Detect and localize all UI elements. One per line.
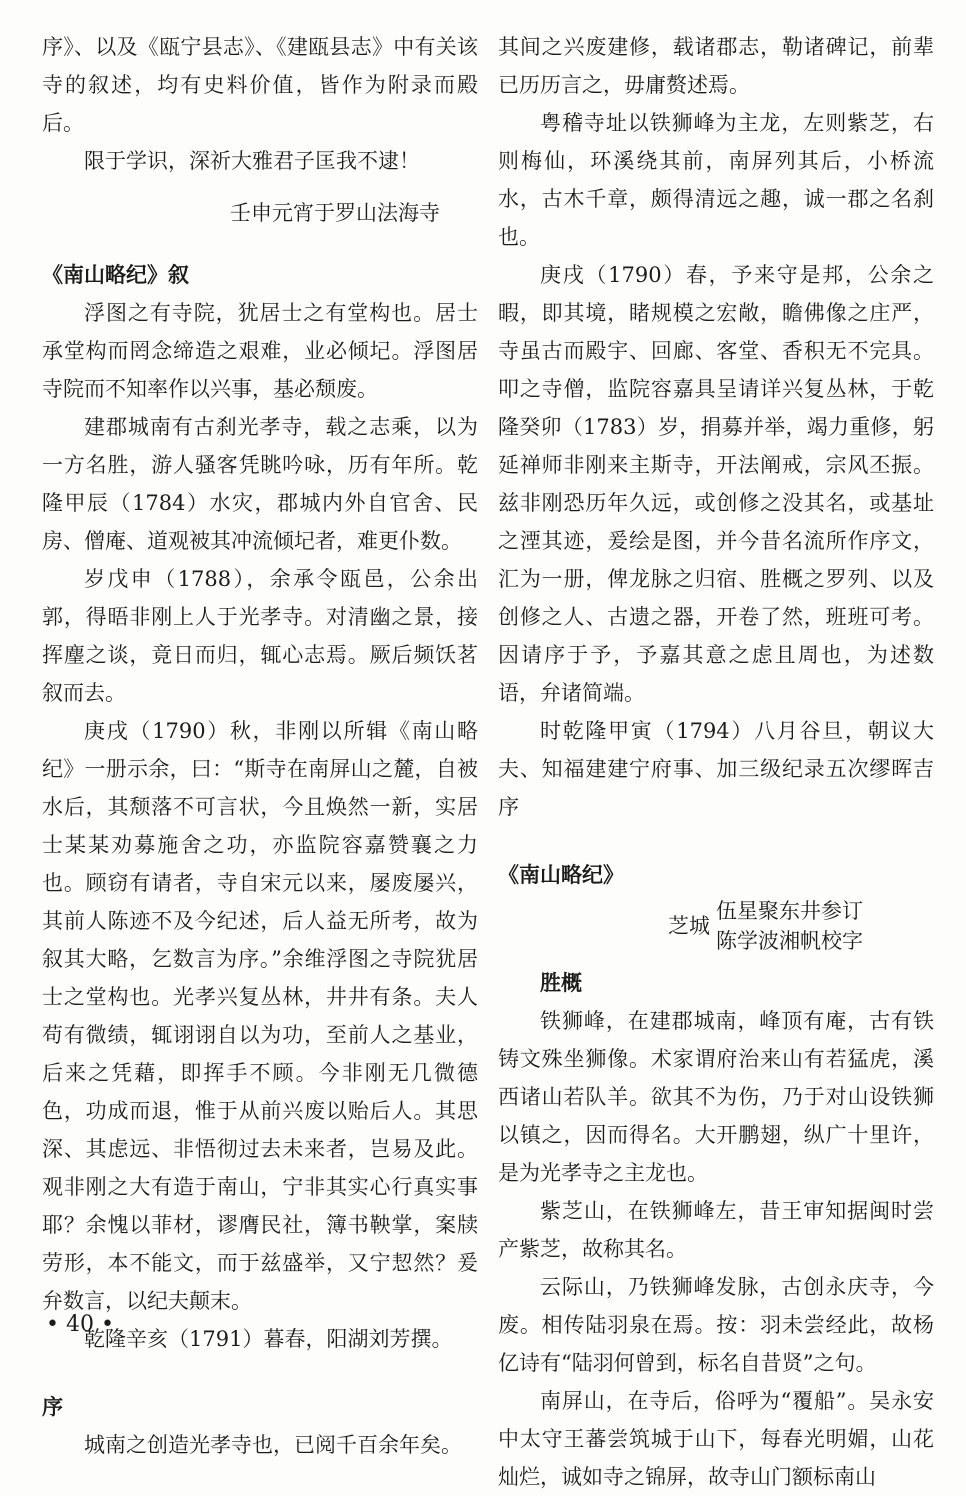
paragraph: 岁戊申（1788），余承令瓯邑，公余出郭，得晤非刚上人于光孝寺。对清幽之景，接挥麈之谈，竟日而归，辄心志焉。厥后频饫茗叙而去。 [42,567,478,705]
paragraph: 庚戌（1790）秋，非刚以所辑《南山略纪》一册示余，曰：“斯寺在南屏山之麓，自被水后，其颓落不可言状，今且焕然一新，实居士某某劝募施舍之功，亦监院容嘉赞襄之力也。顾窃有请者，寺自宋元以来，屡废屡兴，其前人陈迹不及今纪述，后人益无所考，故为叙其大略，乞数言为序。”余维浮图之寺院犹居士之堂构也。光孝兴复丛林，井井有条。夫人苟有微绩，辄诩诩自以为功，至前人之基业，后来之凭藉，即挥手不顾。今非刚无几微德色，功成而退，惟于从前兴废以贻后人。其思深、其虑远、非悟彻过去未来者，岂易及此。观非刚之大有造于南山，宁非其实心行真实事耶？余愧以菲材，谬膺民社，簿书鞅掌，案牍劳形，本不能文，而于兹盛举，又宁恝然？爰弁数言，以纪夫颠末。 [42,719,478,1313]
paragraph: 南屏山，在寺后，俗呼为“覆船”。吴永安中太守王蕃尝筑城于山下，每春光明媚，山花灿烂，诚如寺之锦屏，故寺山门额标南山 [498,1389,934,1489]
credit-city: 芝城 [668,914,710,938]
paragraph: 建郡城南有古刹光孝寺，载之志乘，以为一方名胜，游人骚客凭眺吟咏，历有年所。乾隆甲辰（1784）水灾，郡城内外自官舍、民房、僧庵、道观被其冲流倾圮者，难更仆数。 [42,415,478,553]
paragraph: 粤稽寺址以铁狮峰为主龙，左则紫芝，右则梅仙，环溪绕其前，南屏列其后，小桥流水，古木千章，颇得清远之趣，诚一郡之名刹也。 [498,111,934,249]
section-heading: 序 [42,1394,63,1419]
paragraph: 浮图之有寺院，犹居士之有堂构也。居士承堂构而罔念缔造之艰难，业必倾圮。浮图居寺院而不知率作以兴事，基必颓废。 [42,301,478,401]
subheading: 胜概 [540,970,582,995]
paragraph: 庚戌（1790）春，予来守是邦，公余之暇，即其境，睹规模之宏敞，瞻佛像之庄严，寺虽古而殿宇、回廊、客堂、香积无不完具。叩之寺僧，监院容嘉具呈请详兴复丛林，于乾隆癸卯（1783）岁，捐募并举，竭力重修，躬延禅师非刚来主斯寺，开法阐戒，宗风丕振。兹非刚恐历年久远，或创修之没其名，或基址之湮其迹，爰绘是图，并今昔名流所作序文，汇为一册，俾龙脉之归宿、胜概之罗列、以及创修之人、古遗之器，开卷了然，班班可考。因请序于予，予嘉其意之虑且周也，为述数语，弁诸简端。 [498,263,934,705]
paragraph: 其间之兴废建修，载诸郡志，勒诸碑记，前辈已历历言之，毋庸赘述焉。 [498,35,934,97]
section-heading: 《南山略纪》 [498,862,624,887]
right-column [498,28,934,1496]
paragraph: 紫芝山，在铁狮峰左，昔王审知据闽时尝产紫芝，故称其名。 [498,1199,934,1261]
signature-line: 壬申元宵于罗山法海寺 [230,201,440,225]
paragraph: 云际山，乃铁狮峰发脉，古创永庆寺，今废。相传陆羽泉在焉。按：羽未尝经此，故杨亿诗有“陆羽何曾到，标名自昔贤”之句。 [498,1275,934,1375]
paragraph: 限于学识，深祈大雅君子匡我不逮！ [84,149,420,173]
page-number: • 40 • [46,1312,114,1337]
paragraph: 时乾隆甲寅（1794）八月谷旦，朝议大夫、知福建建宁府事、加三级纪录五次缪晖吉序 [498,719,934,819]
paragraph: 城南之创造光孝寺也，已阅千百余年矣。 [84,1433,462,1457]
credit-line: 伍星聚东井参订 [716,899,863,923]
editor-credits [668,896,934,956]
paragraph: 序》、以及《瓯宁县志》、《建瓯县志》中有关该寺的叙述，均有史料价值，皆作为附录而殿后。 [42,35,478,135]
credit-line: 陈学波湘帆校字 [716,929,863,953]
left-column [42,28,478,1464]
section-heading: 《南山略纪》叙 [42,262,189,287]
paragraph: 铁狮峰，在建郡城南，峰顶有庵，古有铁铸文殊坐狮像。术家谓府治来山有若猛虎，溪西诸山若队羊。欲其不为伤，乃于对山设铁狮以镇之，因而得名。大开鹏翅，纵广十里许，是为光孝寺之主龙也。 [498,1009,934,1185]
paragraph: 乾隆辛亥（1791）暮春，阳湖刘芳撰。 [84,1327,453,1351]
